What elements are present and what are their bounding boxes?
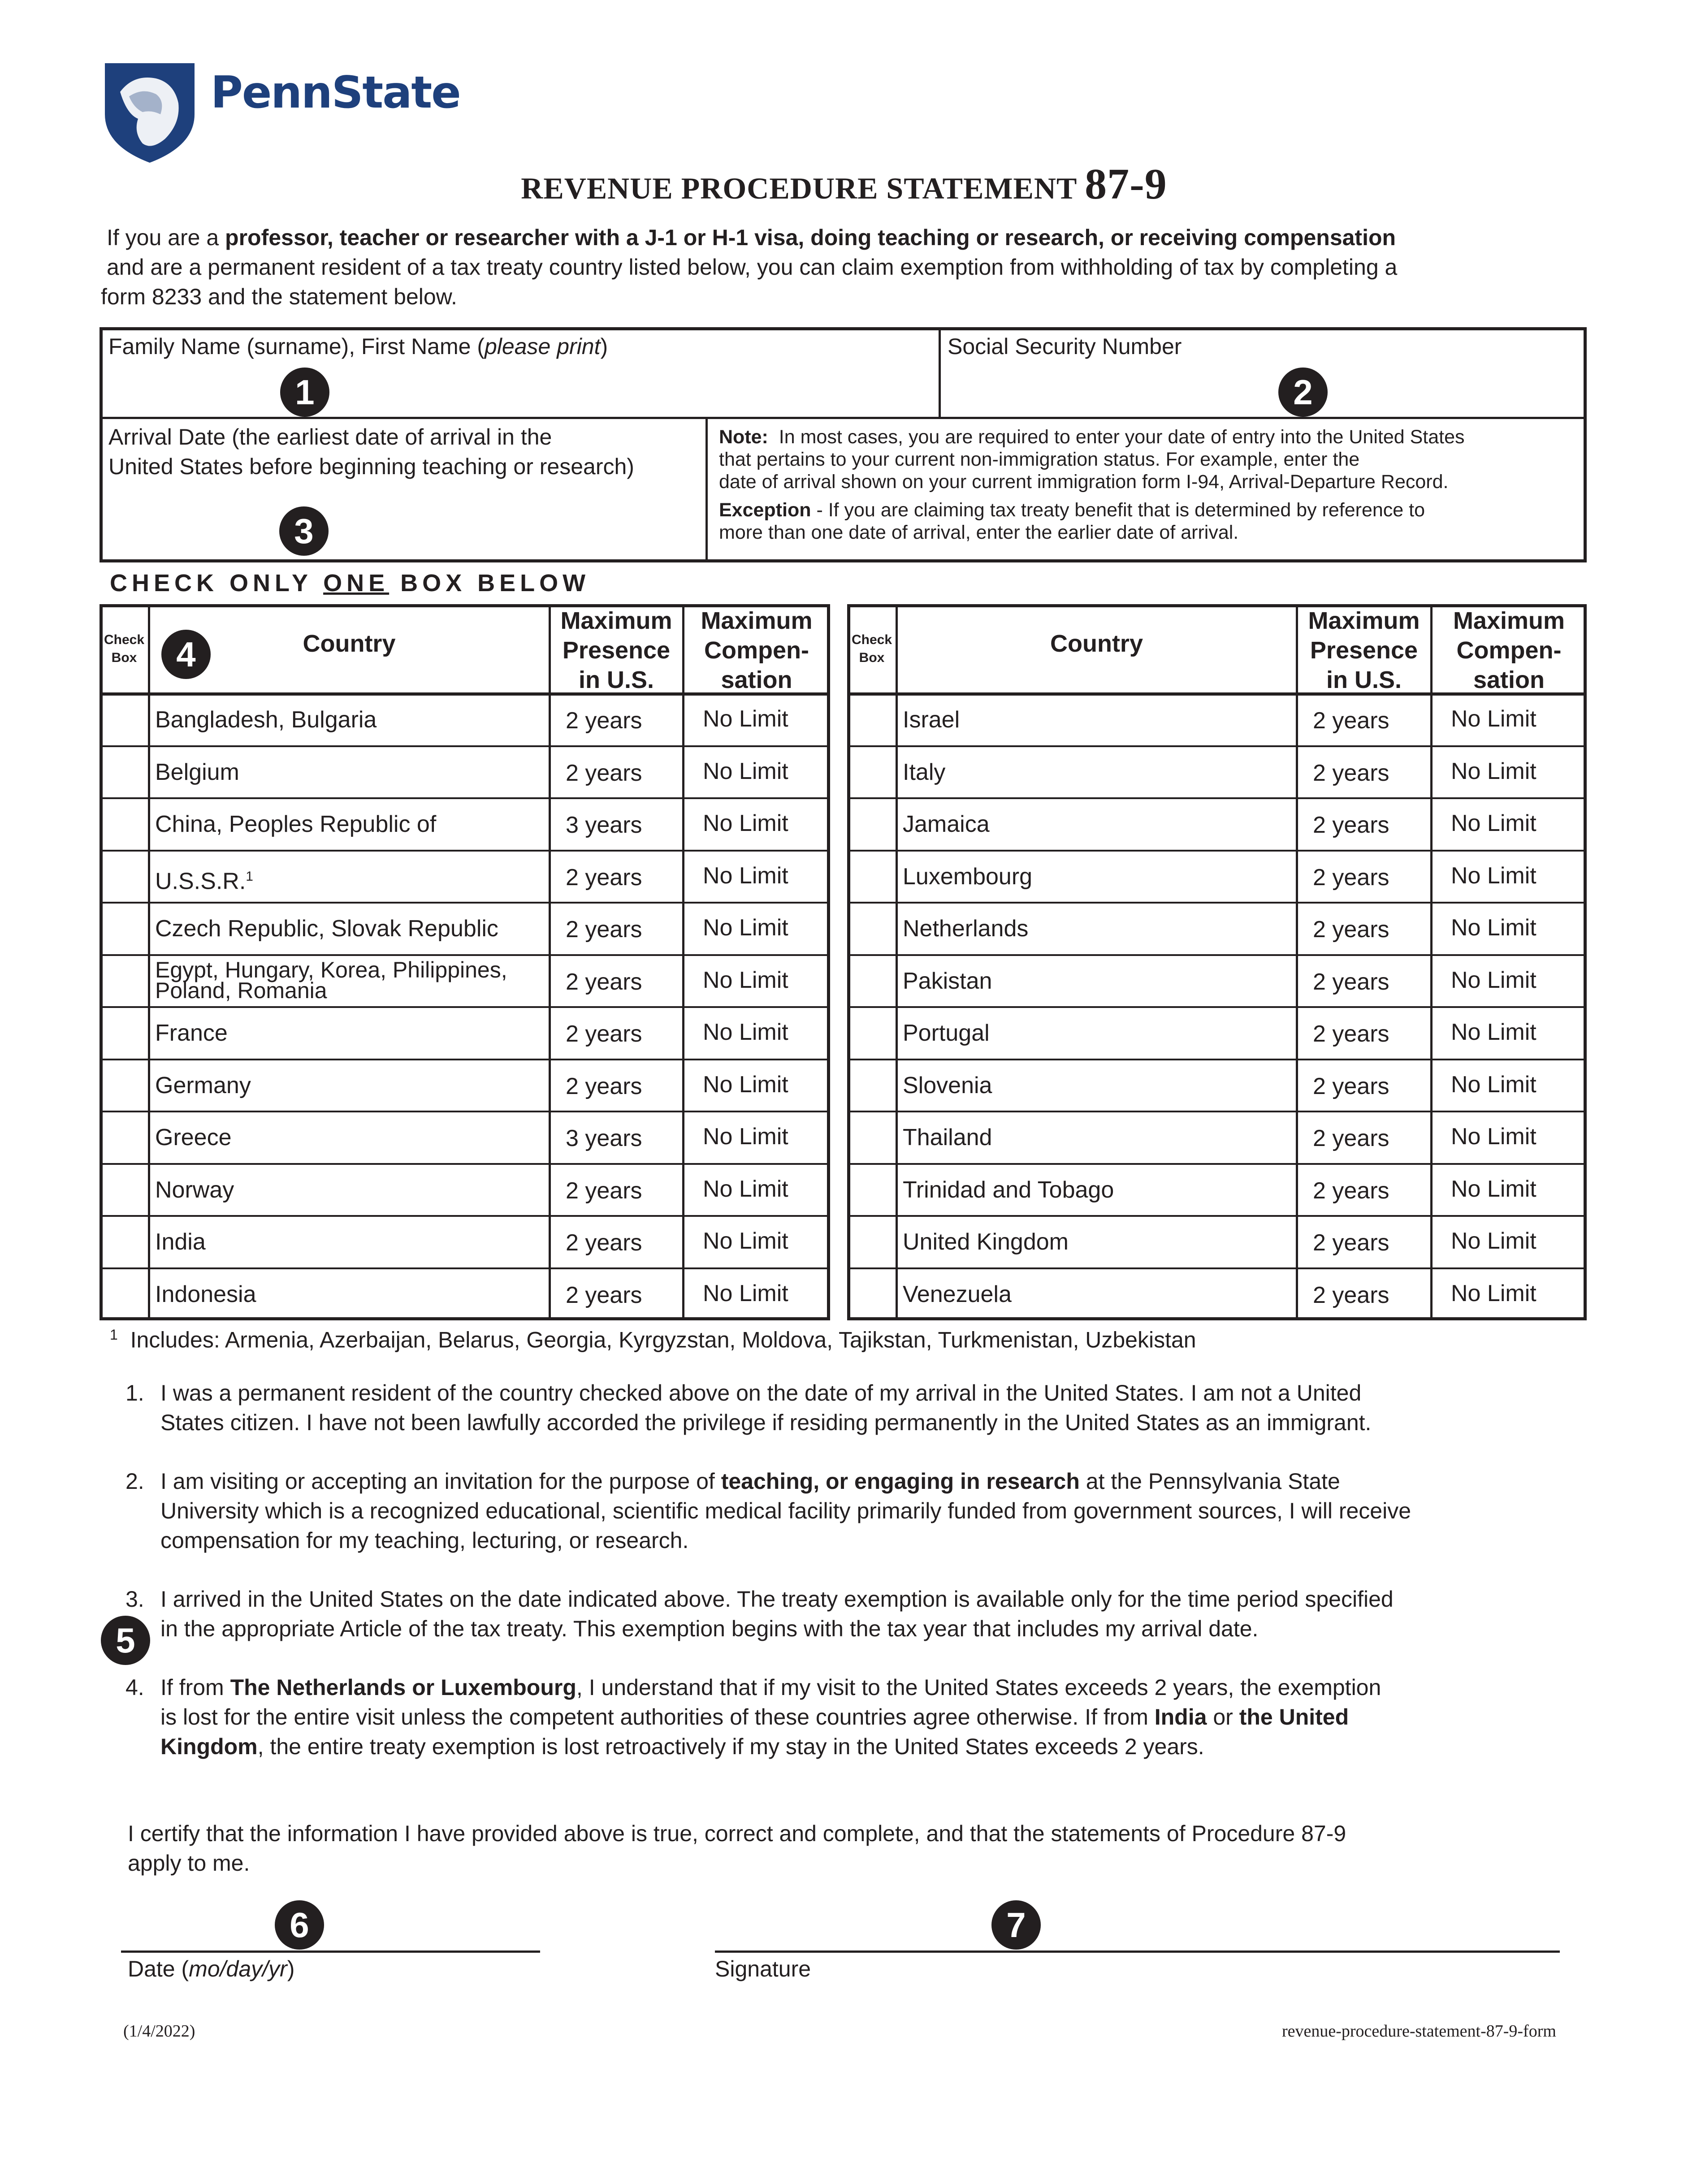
divider xyxy=(847,954,1587,956)
max-compensation: No Limit xyxy=(1451,758,1537,784)
country-name: Italy xyxy=(903,759,946,785)
country-checkbox[interactable] xyxy=(850,748,894,796)
name-field-label: Family Name (surname), First Name (please print) xyxy=(108,334,608,359)
page-title: REVENUE PROCEDURE STATEMENT 87-9 xyxy=(521,160,1167,208)
country-name: Norway xyxy=(155,1176,234,1203)
country-checkbox[interactable] xyxy=(102,1113,146,1161)
country-name: Indonesia xyxy=(155,1281,256,1307)
country-checkbox[interactable] xyxy=(102,1166,146,1214)
max-compensation: No Limit xyxy=(1451,967,1537,993)
country-checkbox[interactable] xyxy=(850,800,894,848)
country-name: Netherlands xyxy=(903,916,1029,942)
country-name: United Kingdom xyxy=(903,1229,1069,1255)
country-checkbox[interactable] xyxy=(102,1218,146,1266)
country-name: Jamaica xyxy=(903,811,990,837)
statement-3: 3. I arrived in the United States on the date indicated above. The treaty exemption is available only for the time period specified in the appropriate Article of the tax treaty. This exemption begins with the tax year that includes my arrival date. xyxy=(126,1587,1394,1641)
country-name: Belgium xyxy=(155,759,239,785)
max-compensation: No Limit xyxy=(1451,1176,1537,1202)
check-box-header: Check Box xyxy=(851,632,892,665)
exception-line-1: Exception - If you are claiming tax treaty benefit that is determined by reference to xyxy=(719,499,1425,521)
note-line-1: Note: In most cases, you are required to enter your date of entry into the United States xyxy=(719,426,1465,448)
max-compensation: No Limit xyxy=(1451,862,1537,889)
divider xyxy=(847,1215,1587,1217)
step-badge-4: 4 xyxy=(161,630,211,679)
max-presence-header: Maximum Presence in U.S. xyxy=(1308,607,1420,693)
divider xyxy=(847,1111,1587,1112)
max-presence: 2 years xyxy=(1313,1125,1389,1151)
statement-4: 4. If from The Netherlands or Luxembourg, I understand that if my visit to the United States exceeds 2 years, the exemption is lost for the entire visit unless the competent authorities of these countries agree otherwise. If from India or the United Kingdom, the entire treaty exemption is lost retroactively if my stay in the United States exceeds 2 years. xyxy=(126,1675,1381,1759)
max-presence-header: Maximum Presence in U.S. xyxy=(560,607,672,693)
divider xyxy=(148,604,150,1320)
max-compensation: No Limit xyxy=(703,1019,788,1045)
divider xyxy=(100,1163,830,1165)
divider xyxy=(100,954,830,956)
certification-text: I certify that the information I have provided above is true, correct and complete, and that the statements of Procedure 87-9 apply to me. xyxy=(128,1821,1346,1876)
country-name: Venezuela xyxy=(903,1281,1012,1307)
divider xyxy=(100,1267,830,1269)
penn-state-shield-logo xyxy=(102,61,197,164)
divider xyxy=(100,1111,830,1112)
country-checkbox[interactable] xyxy=(850,1218,894,1266)
country-checkbox[interactable] xyxy=(102,904,146,952)
country-name: Bangladesh, Bulgaria xyxy=(155,707,377,733)
country-name: Portugal xyxy=(903,1020,990,1046)
country-name: Trinidad and Tobago xyxy=(903,1176,1114,1203)
max-compensation: No Limit xyxy=(703,915,788,941)
max-compensation: No Limit xyxy=(703,862,788,889)
divider xyxy=(847,1163,1587,1165)
country-checkbox[interactable] xyxy=(850,1009,894,1057)
footnote: $^1$ Includes: Armenia, Azerbaijan, Belarus, Georgia, Kyrgyzstan, Moldova, Tajikstan, Turkmenistan, Uzbekistan xyxy=(110,1327,1196,1353)
max-compensation: No Limit xyxy=(1451,1228,1537,1254)
divider xyxy=(705,417,708,562)
check-only-one-heading: CHECK ONLY ONE BOX BELOW xyxy=(110,570,590,597)
country-name: Luxembourg xyxy=(903,863,1033,890)
divider xyxy=(847,1059,1587,1060)
divider xyxy=(100,902,830,904)
divider xyxy=(100,1215,830,1217)
max-compensation: No Limit xyxy=(1451,915,1537,941)
max-presence: 2 years xyxy=(566,969,642,995)
max-compensation: No Limit xyxy=(703,1071,788,1098)
max-presence: 2 years xyxy=(1313,1282,1389,1308)
max-compensation: No Limit xyxy=(703,810,788,836)
arrival-date-label-2: United States before beginning teaching or research) xyxy=(108,454,634,479)
max-presence: 2 years xyxy=(566,1282,642,1308)
country-checkbox[interactable] xyxy=(850,1061,894,1109)
divider xyxy=(847,1006,1587,1008)
country-name: Egypt, Hungary, Korea, Philippines, Poland, Romania xyxy=(155,957,507,1003)
max-compensation-header: Maximum Compen- sation xyxy=(701,607,813,693)
exception-line-2: more than one date of arrival, enter the earlier date of arrival. xyxy=(719,522,1239,543)
divider xyxy=(682,604,684,1320)
country-name: U.S.S.R.$^1$ xyxy=(155,868,253,894)
intro-line-1: If you are a professor, teacher or researcher with a J-1 or H-1 visa, doing teaching or research, or receiving compensation xyxy=(107,225,1396,250)
country-checkbox[interactable] xyxy=(102,957,146,1005)
divider xyxy=(100,797,830,799)
ssn-field-label: Social Security Number xyxy=(948,334,1182,359)
divider xyxy=(1296,604,1298,1320)
country-checkbox[interactable] xyxy=(850,1166,894,1214)
max-compensation: No Limit xyxy=(703,1124,788,1150)
country-checkbox[interactable] xyxy=(850,696,894,744)
signature-label: Signature xyxy=(715,1956,811,1981)
divider xyxy=(100,1059,830,1060)
date-line xyxy=(121,1950,540,1953)
country-checkbox[interactable] xyxy=(850,1270,894,1318)
max-presence: 3 years xyxy=(566,1125,642,1151)
country-checkbox[interactable] xyxy=(850,957,894,1005)
country-checkbox[interactable] xyxy=(102,1061,146,1109)
country-name: India xyxy=(155,1229,206,1255)
country-name: Thailand xyxy=(903,1124,992,1150)
signature-field[interactable] xyxy=(715,1918,1560,1952)
divider xyxy=(896,604,898,1320)
country-name: Greece xyxy=(155,1124,232,1150)
note-line-3: date of arrival shown on your current immigration form I-94, Arrival-Departure Record. xyxy=(719,471,1449,493)
country-header: Country xyxy=(1050,630,1143,657)
country-name: Israel xyxy=(903,707,960,733)
statement-1: 1. I was a permanent resident of the country checked above on the date of my arrival in the United States. I am not a United States citizen. I have not been lawfully accorded the privilege if residing permanently in the United States as an immigrant. xyxy=(126,1380,1372,1435)
step-badge-7: 7 xyxy=(991,1900,1041,1950)
max-presence: 2 years xyxy=(1313,864,1389,891)
country-checkbox[interactable] xyxy=(102,696,146,744)
country-name: Germany xyxy=(155,1072,251,1098)
divider xyxy=(847,850,1587,852)
max-compensation: No Limit xyxy=(1451,1124,1537,1150)
step-badge-1: 1 xyxy=(280,368,329,417)
divider xyxy=(847,902,1587,904)
country-checkbox[interactable] xyxy=(102,1270,146,1318)
max-presence: 2 years xyxy=(1313,1021,1389,1047)
step-badge-6: 6 xyxy=(275,1900,324,1950)
max-presence: 2 years xyxy=(566,760,642,786)
max-compensation-header: Maximum Compen- sation xyxy=(1453,607,1565,693)
max-compensation: No Limit xyxy=(1451,706,1537,732)
date-field[interactable] xyxy=(121,1918,540,1952)
max-presence: 2 years xyxy=(566,864,642,891)
max-presence: 2 years xyxy=(1313,969,1389,995)
intro-line-3: form 8233 and the statement below. xyxy=(101,284,457,309)
max-presence: 3 years xyxy=(566,812,642,838)
country-name: Pakistan xyxy=(903,968,992,994)
country-checkbox[interactable] xyxy=(850,904,894,952)
step-badge-3: 3 xyxy=(279,506,329,556)
arrival-date-label-1: Arrival Date (the earliest date of arrival in the xyxy=(108,424,552,450)
max-presence: 2 years xyxy=(1313,812,1389,838)
max-compensation: No Limit xyxy=(1451,1019,1537,1045)
max-presence: 2 years xyxy=(566,1230,642,1256)
max-presence: 2 years xyxy=(566,1021,642,1047)
divider xyxy=(847,745,1587,747)
note-line-2: that pertains to your current non-immigration status. For example, enter the xyxy=(719,449,1360,470)
max-compensation: No Limit xyxy=(703,1228,788,1254)
form-filename: revenue-procedure-statement-87-9-form xyxy=(1282,2022,1556,2041)
max-compensation: No Limit xyxy=(703,758,788,784)
max-compensation: No Limit xyxy=(1451,1071,1537,1098)
step-badge-2: 2 xyxy=(1278,368,1328,417)
country-checkbox[interactable] xyxy=(102,800,146,848)
country-name: France xyxy=(155,1020,228,1046)
signature-line xyxy=(715,1950,1560,1953)
max-presence: 2 years xyxy=(1313,1230,1389,1256)
country-name: Slovenia xyxy=(903,1072,992,1098)
date-label: Date (mo/day/yr) xyxy=(128,1956,295,1981)
penn-state-wordmark: PennState xyxy=(211,67,460,118)
max-compensation: No Limit xyxy=(1451,810,1537,836)
max-presence: 2 years xyxy=(566,1073,642,1099)
divider xyxy=(847,797,1587,799)
divider xyxy=(100,1006,830,1008)
max-presence: 2 years xyxy=(1313,1073,1389,1099)
divider xyxy=(1430,604,1433,1320)
max-presence: 2 years xyxy=(1313,708,1389,734)
max-compensation: No Limit xyxy=(703,967,788,993)
intro-line-2: and are a permanent resident of a tax treaty country listed below, you can claim exemption from withholding of tax by completing a xyxy=(107,255,1398,280)
country-checkbox[interactable] xyxy=(102,852,146,900)
country-checkbox[interactable] xyxy=(850,852,894,900)
statement-2: 2. I am visiting or accepting an invitation for the purpose of teaching, or engaging in research at the Pennsylvania State University which is a recognized educational, scientific medical facility primarily funded from government sources, I will receive compensation for my teaching, lecturing, or research. xyxy=(126,1469,1411,1553)
max-presence: 2 years xyxy=(1313,760,1389,786)
country-checkbox[interactable] xyxy=(102,748,146,796)
country-name: China, Peoples Republic of xyxy=(155,811,437,837)
max-presence: 2 years xyxy=(1313,1177,1389,1204)
max-presence: 2 years xyxy=(566,708,642,734)
step-badge-5: 5 xyxy=(101,1616,150,1665)
divider xyxy=(100,745,830,747)
form-date: (1/4/2022) xyxy=(123,2022,195,2041)
max-compensation: No Limit xyxy=(703,1176,788,1202)
divider xyxy=(100,850,830,852)
divider xyxy=(847,1267,1587,1269)
country-checkbox[interactable] xyxy=(102,1009,146,1057)
country-name: Czech Republic, Slovak Republic xyxy=(155,916,498,942)
max-compensation: No Limit xyxy=(703,706,788,732)
divider xyxy=(549,604,551,1320)
country-checkbox[interactable] xyxy=(850,1113,894,1161)
max-presence: 2 years xyxy=(1313,917,1389,943)
max-compensation: No Limit xyxy=(703,1280,788,1306)
check-box-header: Check Box xyxy=(104,632,145,665)
max-compensation: No Limit xyxy=(1451,1280,1537,1306)
max-presence: 2 years xyxy=(566,917,642,943)
country-header: Country xyxy=(303,630,396,657)
max-presence: 2 years xyxy=(566,1177,642,1204)
